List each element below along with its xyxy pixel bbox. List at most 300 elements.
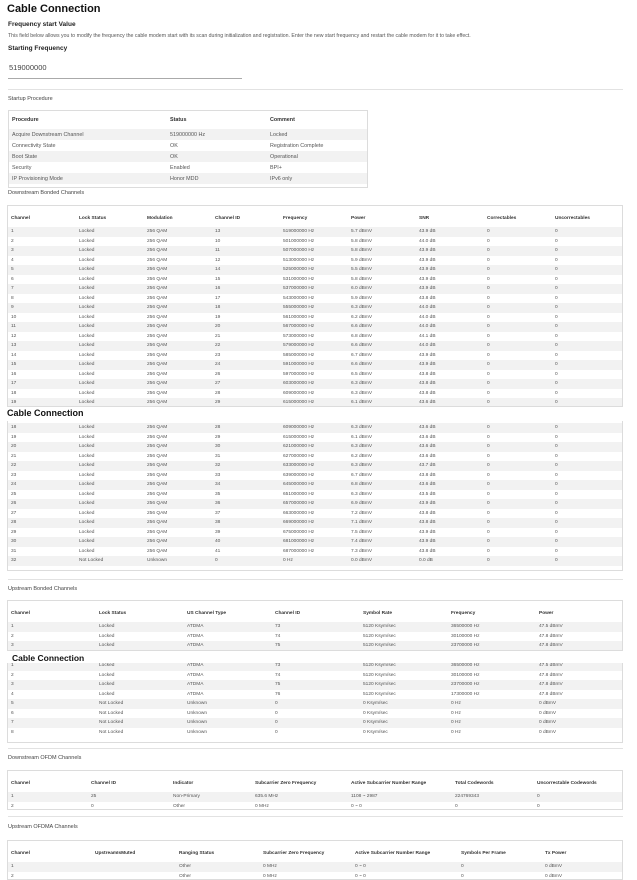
table-cell: 0: [484, 360, 552, 370]
table-cell: 2: [8, 632, 96, 642]
table-cell: ATDMA: [184, 641, 272, 651]
table-cell: 0: [484, 433, 552, 443]
table-cell: 0: [212, 556, 280, 566]
table-cell: 0: [484, 398, 552, 407]
col-frequency: Frequency: [448, 601, 536, 622]
table-cell: IPv6 only: [267, 173, 367, 184]
table-cell: 5: [8, 265, 76, 275]
table-cell: 0: [484, 303, 552, 313]
table-cell: 7.1 dBmV: [348, 518, 416, 528]
col-subcarrier-zero-frequency: Subcarrier Zero Frequency: [260, 841, 352, 862]
table-cell: 73: [272, 661, 360, 671]
table-cell: 40: [212, 537, 280, 547]
table-cell: 0 dBmV: [542, 862, 622, 872]
starting-frequency-input[interactable]: 519000000: [9, 63, 47, 72]
table-cell: 5.9 dBmV: [348, 294, 416, 304]
table-cell: 531000000 Hz: [280, 275, 348, 285]
table-cell: 6.3 dBmV: [348, 461, 416, 471]
table-cell: Locked: [76, 547, 144, 557]
table-cell: 13: [212, 227, 280, 237]
table-cell: 7: [8, 718, 96, 728]
table-cell: 0 MHz: [260, 862, 352, 872]
table-cell: 0: [552, 537, 622, 547]
table-cell: 43.6 dB: [416, 398, 484, 407]
table-cell: 18: [8, 423, 76, 433]
table-cell: 73: [272, 622, 360, 632]
table-cell: 0: [552, 370, 622, 380]
upstream-row: [8, 671, 622, 681]
table-cell: 256 QAM: [144, 480, 212, 490]
table-cell: 36500000 Hz: [448, 622, 536, 632]
input-underline: [8, 78, 242, 79]
col-power: Power: [536, 601, 622, 622]
upstream-row: [8, 680, 622, 690]
table-cell: 25: [88, 792, 170, 802]
table-cell: 47.8 dBmV: [536, 690, 622, 700]
table-cell: 0: [484, 423, 552, 433]
table-cell: 591000000 Hz: [280, 360, 348, 370]
table-cell: 43.6 dB: [416, 433, 484, 443]
col-channel: Channel: [8, 206, 76, 227]
table-cell: 16: [212, 284, 280, 294]
table-cell: 224769343: [452, 792, 534, 802]
table-cell: 0: [552, 332, 622, 342]
table-cell: Locked: [76, 452, 144, 462]
table-cell: Locked: [76, 237, 144, 247]
table-cell: 256 QAM: [144, 452, 212, 462]
table-cell: 4: [8, 256, 76, 266]
table-cell: 17: [212, 294, 280, 304]
col-channel: Channel: [8, 771, 88, 792]
downstream-row: [8, 423, 622, 433]
table-cell: 34: [212, 480, 280, 490]
table-cell: 8: [8, 728, 96, 738]
table-cell: 256 QAM: [144, 275, 212, 285]
table-cell: 12: [8, 332, 76, 342]
table-cell: 44.0 dB: [416, 313, 484, 323]
table-cell: Locked: [76, 528, 144, 538]
table-cell: Unknown: [184, 699, 272, 709]
table-cell: 0: [484, 528, 552, 538]
table-cell: 525000000 Hz: [280, 265, 348, 275]
table-cell: Locked: [76, 398, 144, 407]
table-cell: 0: [484, 370, 552, 380]
table-cell: 43.8 dB: [416, 379, 484, 389]
table-cell: 645000000 Hz: [280, 480, 348, 490]
upstream-row: [8, 699, 622, 709]
table-cell: Locked: [76, 370, 144, 380]
table-cell: 0: [552, 480, 622, 490]
table-cell: 29: [212, 398, 280, 407]
table-cell: 0: [484, 379, 552, 389]
downstream-row: [8, 256, 622, 266]
upstream-row: [8, 622, 622, 632]
table-cell: Other: [176, 872, 260, 880]
table-cell: 675000000 Hz: [280, 528, 348, 538]
table-cell: Locked: [76, 284, 144, 294]
table-cell: 0 Ksym/sec: [360, 728, 448, 738]
table-cell: 43.9 dB: [416, 537, 484, 547]
col-channel-id: Channel ID: [88, 771, 170, 792]
table-cell: 256 QAM: [144, 423, 212, 433]
table-cell: 0: [552, 351, 622, 361]
table-cell: 507000000 Hz: [280, 246, 348, 256]
table-cell: 36500000 Hz: [448, 661, 536, 671]
table-cell: 3: [8, 641, 96, 651]
table-cell: 5120 Ksym/sec: [360, 671, 448, 681]
table-cell: 20: [8, 442, 76, 452]
table-cell: 5.5 dBmV: [348, 265, 416, 275]
table-cell: Locked: [96, 671, 184, 681]
table-cell: Not Locked: [96, 728, 184, 738]
table-cell: 43.8 dB: [416, 471, 484, 481]
table-cell: 0: [484, 509, 552, 519]
table-cell: 256 QAM: [144, 227, 212, 237]
overlay-band: [0, 652, 637, 663]
table-cell: 635.6 MHz: [252, 792, 348, 802]
table-cell: 6.1 dBmV: [348, 433, 416, 443]
table-cell: 657000000 Hz: [280, 499, 348, 509]
table-cell: 0: [484, 265, 552, 275]
table-cell: 0 Ksym/sec: [360, 699, 448, 709]
table-cell: 0: [484, 313, 552, 323]
table-cell: 0 MHz: [260, 872, 352, 880]
table-cell: Non-Primary: [170, 792, 252, 802]
table-cell: 6.6 dBmV: [348, 341, 416, 351]
col-symbols-per-frame: Symbols Per Frame: [458, 841, 542, 862]
table-cell: 2: [8, 802, 88, 811]
table-cell: 0: [552, 433, 622, 443]
table-cell: 28: [212, 389, 280, 399]
table-cell: 585000000 Hz: [280, 351, 348, 361]
table-cell: 7.3 dBmV: [348, 547, 416, 557]
table-cell: 19: [212, 313, 280, 323]
divider: [8, 89, 623, 90]
table-cell: 0: [552, 490, 622, 500]
upstream-table-box: [7, 600, 623, 651]
table-cell: Boot State: [9, 151, 167, 162]
table-cell: 6.7 dBmV: [348, 471, 416, 481]
table-cell: 47.8 dBmV: [536, 680, 622, 690]
table-cell: 555000000 Hz: [280, 303, 348, 313]
downstream-row: [8, 284, 622, 294]
table-cell: 0: [552, 227, 622, 237]
downstream-row: [8, 433, 622, 443]
table-cell: Enabled: [167, 162, 267, 173]
table-cell: 0 Hz: [448, 728, 536, 738]
table-cell: 627000000 Hz: [280, 452, 348, 462]
table-cell: 0: [552, 284, 622, 294]
table-cell: 5.9 dBmV: [348, 256, 416, 266]
table-cell: Locked: [76, 442, 144, 452]
upstream-table-box-2: [7, 659, 623, 743]
table-cell: 609000000 Hz: [280, 389, 348, 399]
downstream-row: [8, 471, 622, 481]
downstream-row: [8, 227, 622, 237]
table-cell: ATDMA: [184, 690, 272, 700]
table-cell: 621000000 Hz: [280, 442, 348, 452]
table-cell: 0: [552, 303, 622, 313]
freq-label: Starting Frequency: [8, 45, 67, 52]
col-lock-status: Lock Status: [76, 206, 144, 227]
ds-ofdm-row: [8, 802, 622, 811]
table-cell: 19: [8, 433, 76, 443]
table-cell: 6.9 dBmV: [348, 499, 416, 509]
table-cell: ATDMA: [184, 671, 272, 681]
table-cell: 256 QAM: [144, 237, 212, 247]
table-cell: 0: [484, 237, 552, 247]
table-cell: Locked: [96, 661, 184, 671]
upstream-row: [8, 641, 622, 651]
table-cell: 15: [212, 275, 280, 285]
table-cell: 29: [8, 528, 76, 538]
table-cell: 6.6 dBmV: [348, 322, 416, 332]
table-cell: 256 QAM: [144, 509, 212, 519]
table-cell: 74: [272, 632, 360, 642]
table-cell: 633000000 Hz: [280, 461, 348, 471]
table-cell: 75: [272, 641, 360, 651]
table-cell: 0: [272, 709, 360, 719]
col-symbol-rate: Symbol Rate: [360, 601, 448, 622]
table-cell: 537000000 Hz: [280, 284, 348, 294]
table-cell: 0 Hz: [448, 699, 536, 709]
table-cell: 43.9 dB: [416, 265, 484, 275]
table-cell: 43.9 dB: [416, 275, 484, 285]
table-cell: Locked: [76, 490, 144, 500]
table-cell: 7.5 dBmV: [348, 528, 416, 538]
table-cell: 3: [8, 680, 96, 690]
table-cell: 256 QAM: [144, 341, 212, 351]
table-cell: 0: [484, 227, 552, 237]
table-cell: 687000000 Hz: [280, 547, 348, 557]
col-active-subcarrier-range: Active Subcarrier Number Range: [352, 841, 458, 862]
table-cell: 0: [484, 490, 552, 500]
table-cell: Unknown: [184, 718, 272, 728]
us-ofdm-title: Upstream OFDMA Channels: [8, 824, 78, 830]
downstream-row: [8, 547, 622, 557]
table-cell: 43.6 dB: [416, 480, 484, 490]
table-cell: 0 Hz: [448, 709, 536, 719]
page-title: Cable Connection: [7, 3, 101, 15]
downstream-row: [8, 490, 622, 500]
table-cell: 24: [212, 360, 280, 370]
table-cell: 14: [8, 351, 76, 361]
downstream-row: [8, 322, 622, 332]
downstream-row: [8, 265, 622, 275]
table-cell: 639000000 Hz: [280, 471, 348, 481]
table-cell: 1: [8, 622, 96, 632]
table-cell: 256 QAM: [144, 389, 212, 399]
upstream-row: [8, 718, 622, 728]
table-cell: Locked: [76, 423, 144, 433]
table-cell: 0: [484, 389, 552, 399]
table-cell: 0: [484, 256, 552, 266]
table-cell: Locked: [76, 471, 144, 481]
table-cell: Locked: [76, 294, 144, 304]
downstream-row: [8, 452, 622, 462]
table-cell: Honor MDD: [167, 173, 267, 184]
table-cell: 0 MHz: [252, 802, 348, 811]
table-cell: 31: [8, 547, 76, 557]
table-cell: 21: [8, 452, 76, 462]
table-cell: 5120 Ksym/sec: [360, 622, 448, 632]
table-cell: 0: [552, 256, 622, 266]
table-cell: 519000000 Hz: [280, 227, 348, 237]
table-cell: 27: [8, 509, 76, 519]
table-cell: 26: [212, 370, 280, 380]
table-cell: Locked: [76, 499, 144, 509]
table-cell: 0.0 dBmV: [348, 556, 416, 566]
table-cell: 24: [8, 480, 76, 490]
table-cell: Locked: [76, 256, 144, 266]
table-cell: 615000000 Hz: [280, 398, 348, 407]
table-cell: OK: [167, 151, 267, 162]
downstream-row: [8, 537, 622, 547]
table-cell: 6.2 dBmV: [348, 452, 416, 462]
col-subcarrier-zero-frequency: Subcarrier Zero Frequency: [252, 771, 348, 792]
table-cell: 0 dBmV: [536, 709, 622, 719]
table-cell: Not Locked: [96, 709, 184, 719]
table-cell: 76: [272, 690, 360, 700]
table-cell: 43.8 dB: [416, 370, 484, 380]
table-cell: 0: [484, 351, 552, 361]
table-cell: 256 QAM: [144, 322, 212, 332]
table-cell: Locked: [76, 360, 144, 370]
table-cell: 2: [8, 872, 92, 880]
col-indicator: Indicator: [170, 771, 252, 792]
table-cell: 43.9 dB: [416, 360, 484, 370]
ds-ofdm-row: [8, 792, 622, 802]
table-cell: 0: [552, 275, 622, 285]
table-cell: Not Locked: [96, 718, 184, 728]
table-cell: 6: [8, 709, 96, 719]
us-ofdm-table-box: [7, 840, 623, 880]
table-cell: 0: [534, 792, 622, 802]
table-cell: 43.8 dB: [416, 389, 484, 399]
downstream-row: [8, 246, 622, 256]
downstream-row: [8, 528, 622, 538]
table-cell: 47.8 dBmV: [536, 641, 622, 651]
table-cell: 0: [552, 547, 622, 557]
table-cell: 43.9 dB: [416, 227, 484, 237]
table-cell: 256 QAM: [144, 442, 212, 452]
table-cell: 23700000 Hz: [448, 641, 536, 651]
table-cell: 0: [552, 360, 622, 370]
table-cell: 6.3 dBmV: [348, 490, 416, 500]
table-cell: Locked: [76, 246, 144, 256]
table-cell: 0: [484, 471, 552, 481]
table-cell: 30100000 Hz: [448, 671, 536, 681]
table-cell: Locked: [96, 641, 184, 651]
col-upstream-is-muted: UpstreamIsMuted: [92, 841, 176, 862]
table-cell: 6.7 dBmV: [348, 351, 416, 361]
table-cell: 6.2 dBmV: [348, 313, 416, 323]
table-cell: 256 QAM: [144, 537, 212, 547]
downstream-row: [8, 398, 622, 407]
upstream-row: [8, 728, 622, 738]
table-cell: 0: [552, 322, 622, 332]
table-cell: 256 QAM: [144, 256, 212, 266]
table-cell: 0 Ksym/sec: [360, 709, 448, 719]
table-cell: Locked: [76, 537, 144, 547]
downstream-row: [8, 389, 622, 399]
table-cell: ATDMA: [184, 680, 272, 690]
table-cell: 1108 ~ 2987: [348, 792, 452, 802]
table-cell: 14: [212, 265, 280, 275]
col-modulation: Modulation: [144, 206, 212, 227]
table-cell: 44.0 dB: [416, 303, 484, 313]
table-cell: 256 QAM: [144, 471, 212, 481]
col-procedure: Procedure: [9, 111, 167, 129]
downstream-row: [8, 237, 622, 247]
table-cell: 256 QAM: [144, 265, 212, 275]
table-cell: Locked: [96, 680, 184, 690]
table-cell: 615000000 Hz: [280, 433, 348, 443]
startup-row: [9, 173, 367, 184]
upstream-row: [8, 632, 622, 642]
table-cell: 29: [212, 433, 280, 443]
table-cell: Locked: [76, 518, 144, 528]
table-cell: 5120 Ksym/sec: [360, 661, 448, 671]
table-cell: 0: [452, 802, 534, 811]
table-cell: 0 dBmV: [536, 699, 622, 709]
table-cell: 0: [552, 442, 622, 452]
table-cell: 0 ~ 0: [352, 862, 458, 872]
table-cell: 1: [8, 862, 92, 872]
table-cell: Locked: [76, 341, 144, 351]
table-cell: 37: [212, 509, 280, 519]
table-cell: 567000000 Hz: [280, 322, 348, 332]
table-cell: 256 QAM: [144, 351, 212, 361]
table-cell: 11: [8, 322, 76, 332]
table-cell: 5.8 dBmV: [348, 246, 416, 256]
table-cell: Locked: [76, 322, 144, 332]
table-cell: 7: [8, 284, 76, 294]
col-power: Power: [348, 206, 416, 227]
downstream-row: [8, 379, 622, 389]
table-cell: 543000000 Hz: [280, 294, 348, 304]
downstream-table-box-2: [7, 421, 623, 571]
table-cell: 20: [212, 322, 280, 332]
table-cell: 32: [8, 556, 76, 566]
table-cell: 18: [8, 389, 76, 399]
table-cell: 0: [552, 423, 622, 433]
col-channel: Channel: [8, 841, 92, 862]
table-cell: 0: [458, 862, 542, 872]
table-cell: Locked: [96, 690, 184, 700]
table-cell: 43.6 dB: [416, 442, 484, 452]
downstream-row: [8, 480, 622, 490]
table-cell: Locked: [76, 275, 144, 285]
table-cell: Locked: [76, 227, 144, 237]
table-cell: 30100000 Hz: [448, 632, 536, 642]
table-cell: 36: [212, 499, 280, 509]
table-cell: 43.9 dB: [416, 499, 484, 509]
table-cell: ATDMA: [184, 622, 272, 632]
table-cell: 0: [552, 237, 622, 247]
table-cell: 5120 Ksym/sec: [360, 690, 448, 700]
table-cell: 7.2 dBmV: [348, 509, 416, 519]
downstream-row: [8, 341, 622, 351]
table-cell: 0: [484, 461, 552, 471]
table-cell: 0 ~ 0: [348, 802, 452, 811]
table-cell: 75: [272, 680, 360, 690]
table-cell: 256 QAM: [144, 370, 212, 380]
table-cell: ATDMA: [184, 632, 272, 642]
downstream-row: [8, 360, 622, 370]
startup-row: [9, 140, 367, 151]
table-cell: 0: [272, 728, 360, 738]
